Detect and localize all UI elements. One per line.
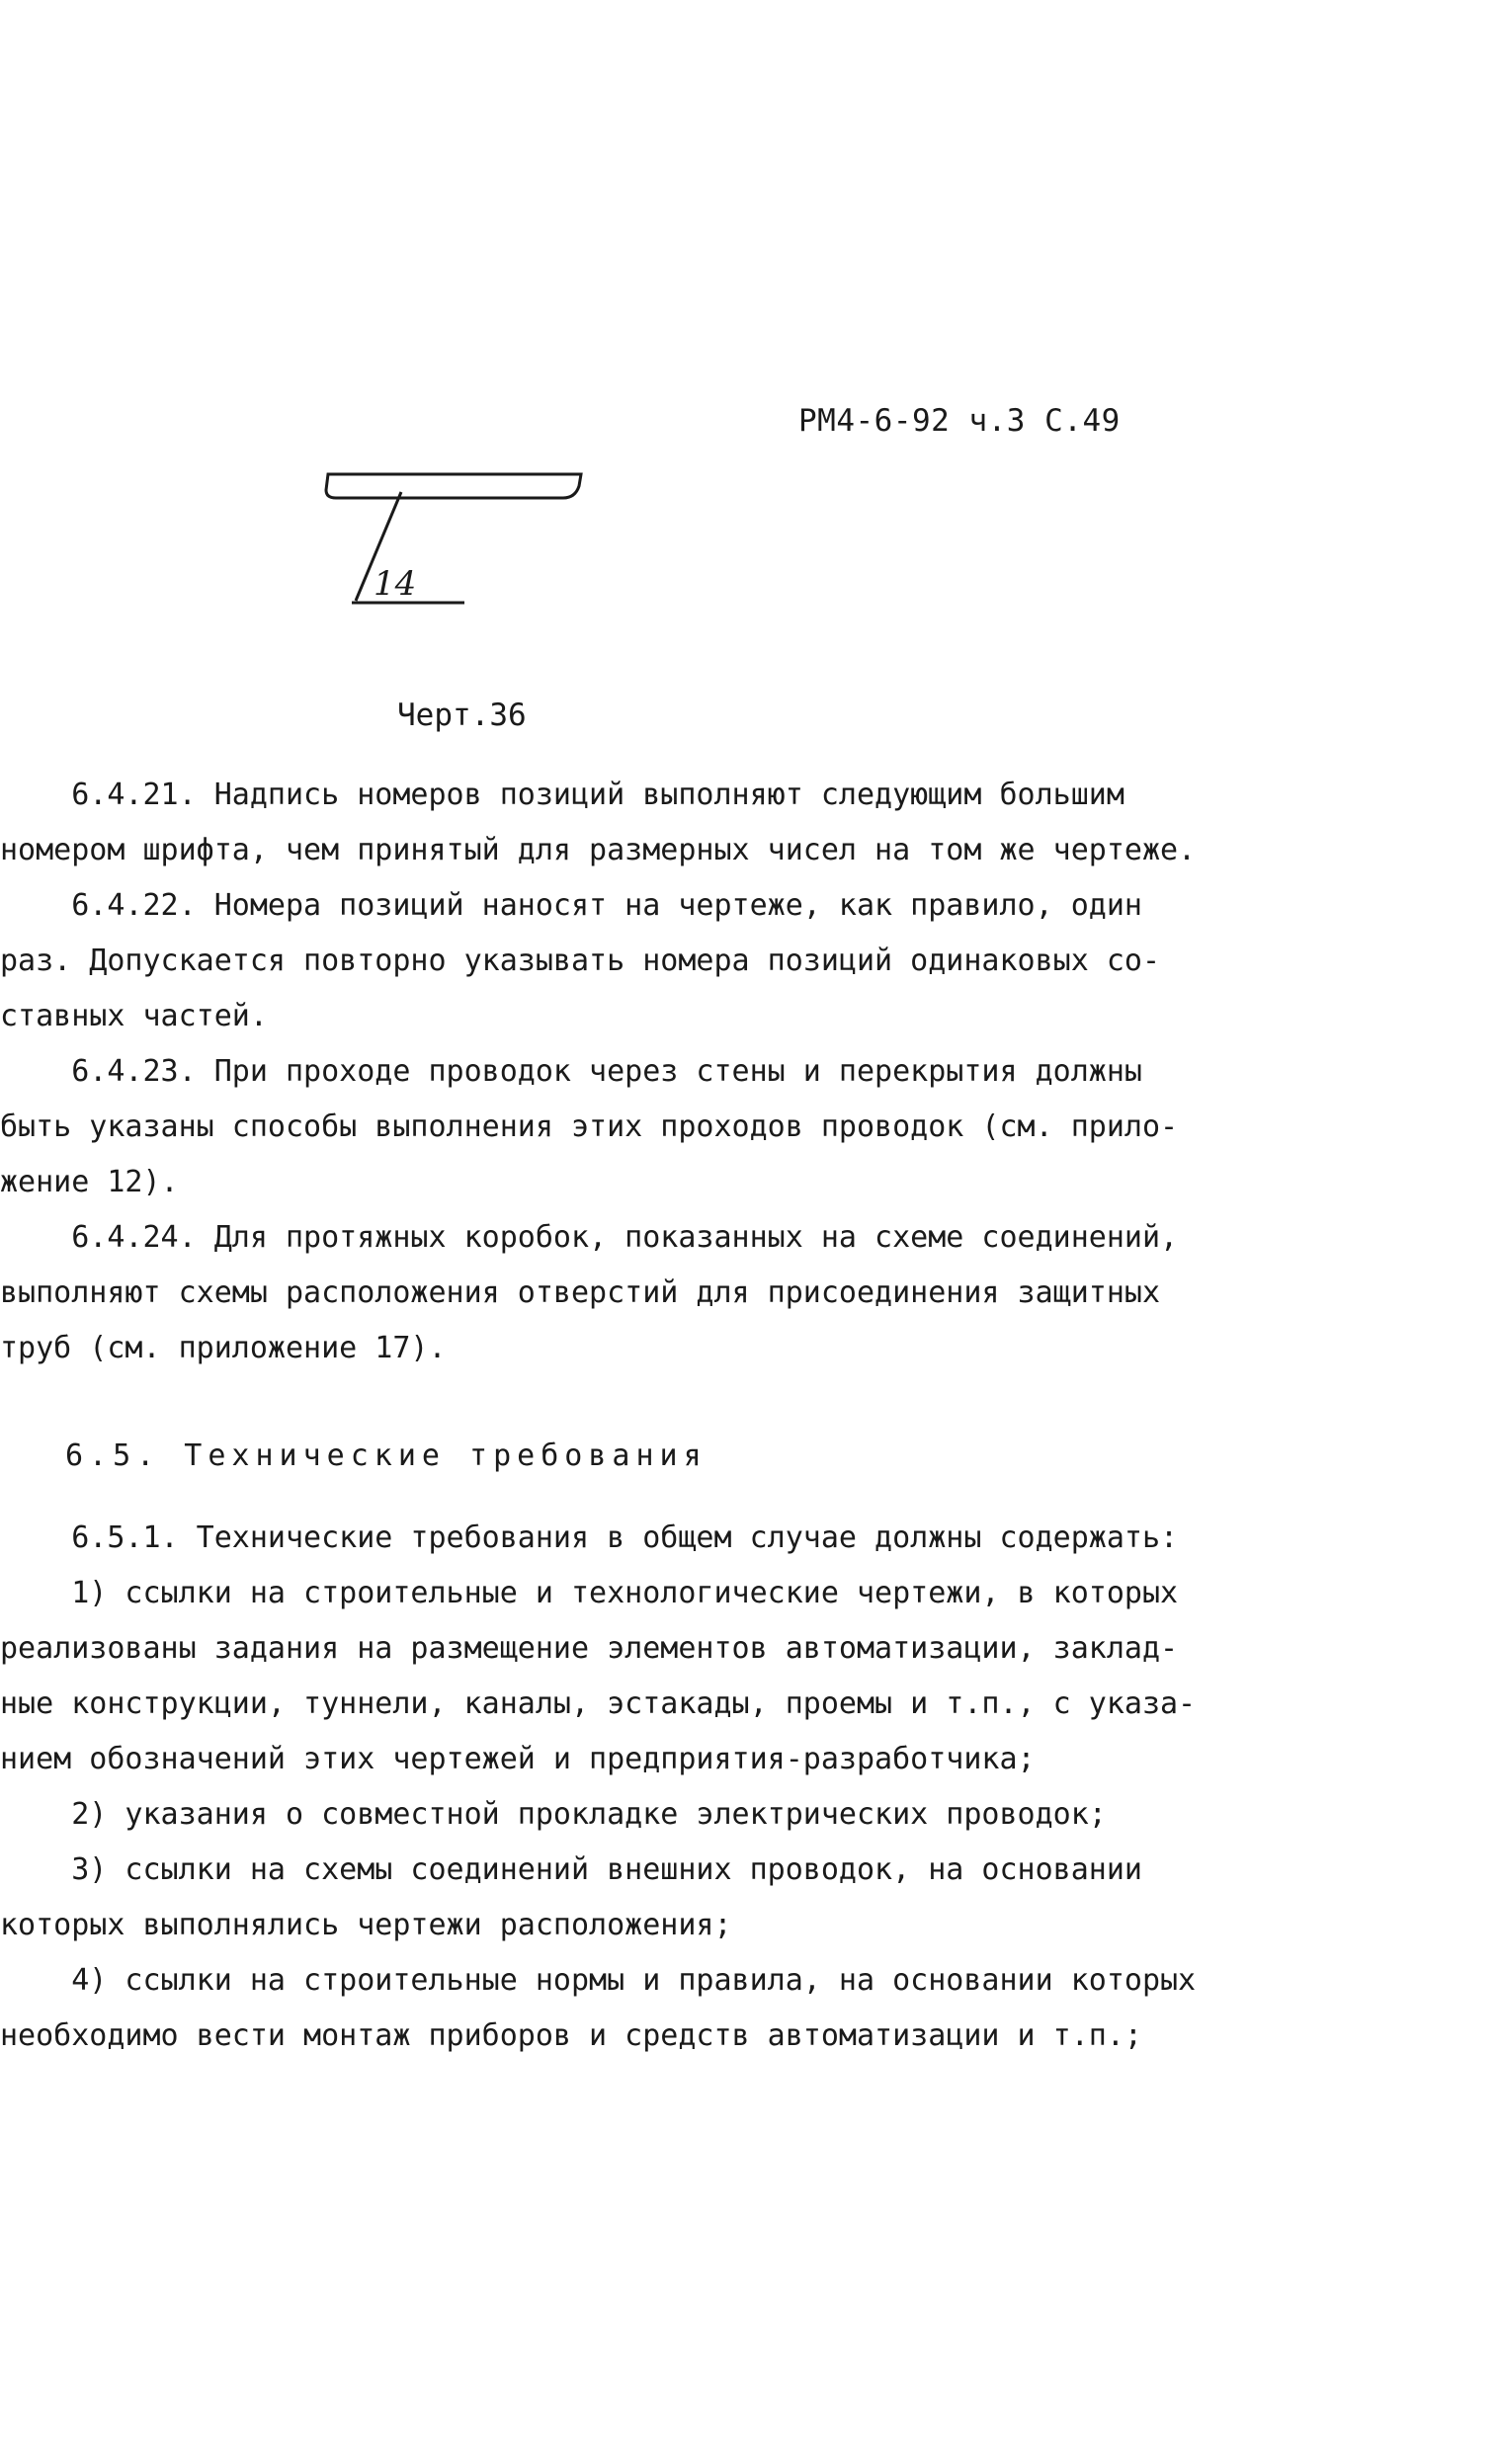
text-line: 6.4.21. Надпись номеров позиций выполняют следующим большим [0, 778, 1124, 812]
text-line: нием обозначений этих чертежей и предприятия-разработчика; [0, 1742, 1036, 1776]
text-line: труб (см. приложение 17). [0, 1331, 447, 1365]
text-line: которых выполнялись чертежи расположения; [0, 1908, 732, 1942]
shelf-outline [326, 474, 581, 498]
leader-label: 14 [374, 564, 417, 604]
text-line: раз. Допускается повторно указывать номера позиций одинаковых со- [0, 944, 1160, 978]
text-line: реализованы задания на размещение элементов автоматизации, заклад- [0, 1631, 1179, 1666]
section-title: 6.5. Технические требования [65, 1438, 707, 1473]
text-line: 1) ссылки на строительные и технологические чертежи, в которых [0, 1576, 1179, 1610]
text-line: ные конструкции, туннели, каналы, эстакады, проемы и т.п., с указа- [0, 1686, 1197, 1721]
page-header: РМ4-6-92 ч.3 С.49 [798, 403, 1121, 439]
text-line: 6.4.22. Номера позиций наносят на чертеже, как правило, один [0, 888, 1142, 923]
text-line: 2) указания о совместной прокладке электрических проводок; [0, 1797, 1107, 1832]
text-line: 4) ссылки на строительные нормы и правила, на основании которых [0, 1963, 1197, 1998]
text-line: 3) ссылки на схемы соединений внешних проводок, на основании [0, 1852, 1142, 1887]
text-line: необходимо вести монтаж приборов и средств автоматизации и т.п.; [0, 2018, 1142, 2053]
text-line: ставных частей. [0, 999, 268, 1033]
text-line: быть указаны способы выполнения этих проходов проводок (см. прило- [0, 1109, 1179, 1144]
figure-caption: Черт.36 [397, 698, 527, 733]
text-line: номером шрифта, чем принятый для размерных чисел на том же чертеже. [0, 833, 1197, 867]
text-line: 6.4.24. Для протяжных коробок, показанных на схеме соединений, [0, 1220, 1179, 1255]
text-line: 6.5.1. Технические требования в общем случае должны содержать: [0, 1520, 1179, 1555]
text-line: выполняют схемы расположения отверстий для присоединения защитных [0, 1275, 1160, 1310]
text-line: жение 12). [0, 1165, 179, 1199]
text-line: 6.4.23. При проходе проводок через стены и перекрытия должны [0, 1054, 1142, 1089]
position-leader-drawing [316, 464, 593, 613]
